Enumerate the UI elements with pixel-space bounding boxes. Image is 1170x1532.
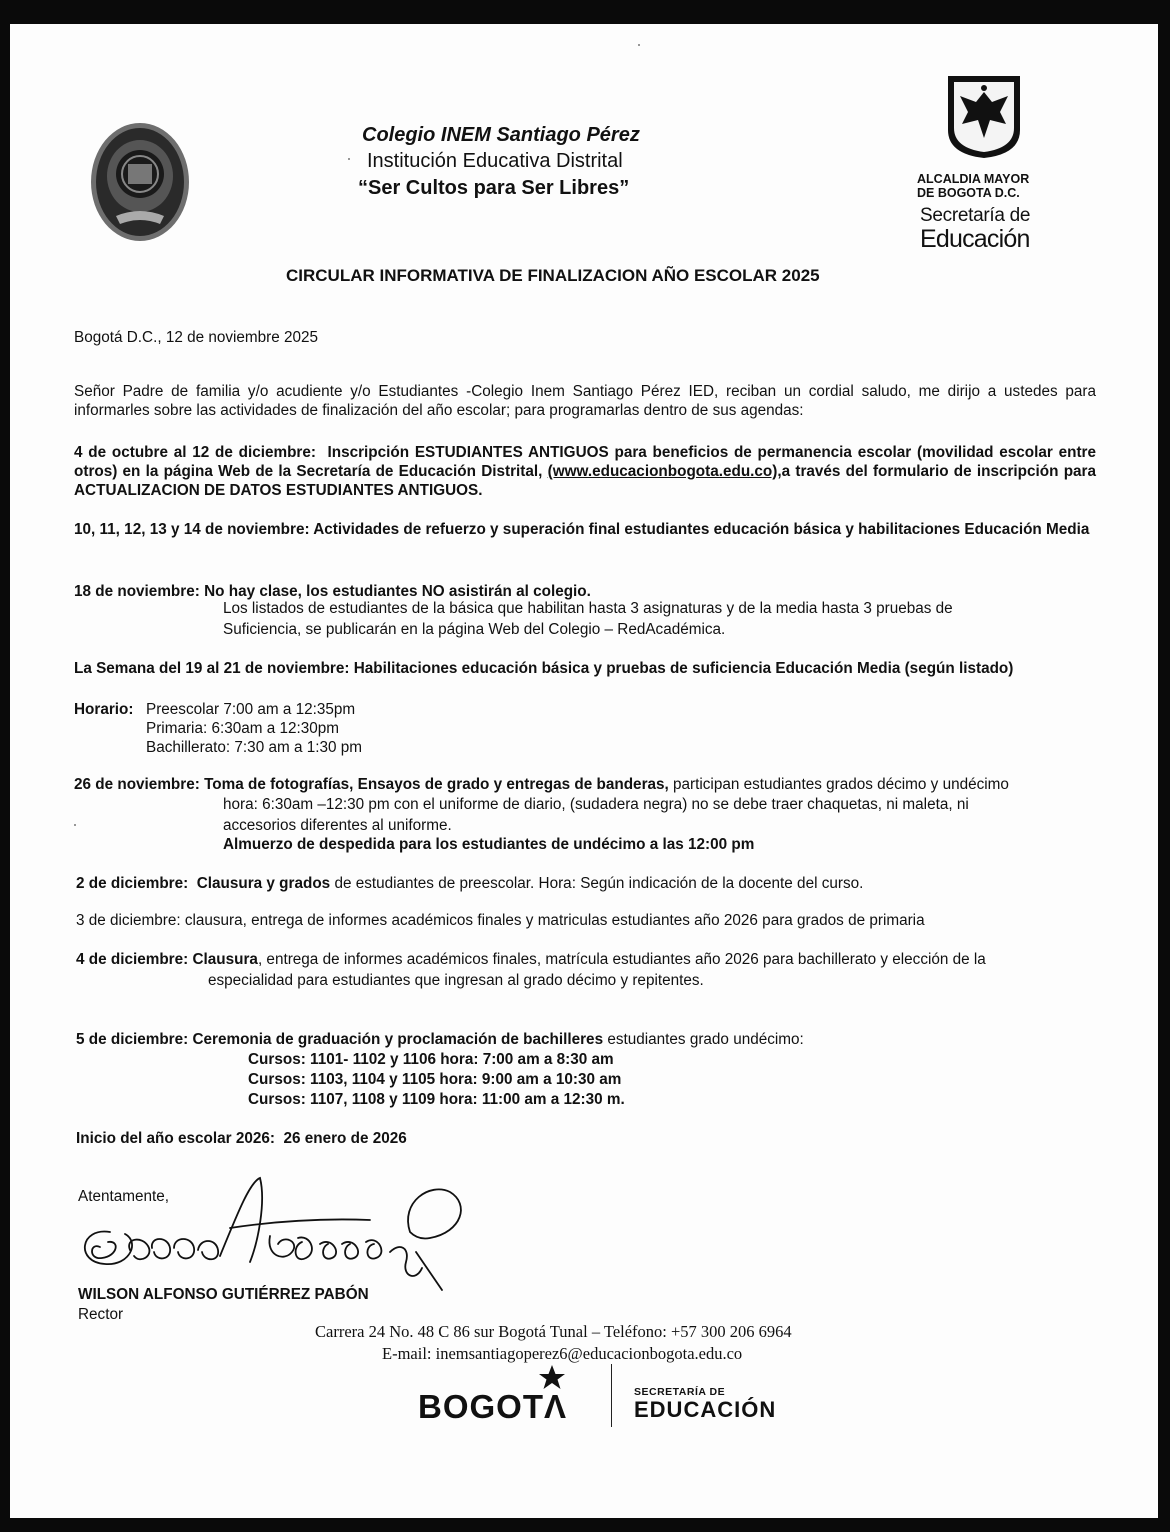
handwritten-signature [70, 1172, 470, 1292]
circular-title: CIRCULAR INFORMATIVA DE FINALIZACION AÑO ESCOLAR 2025 [286, 266, 820, 285]
item-nov-19: La Semana del 19 al 21 de noviembre: Habilitaciones educación básica y pruebas de suficiencia Educación Media (según listado) [74, 660, 1014, 677]
item-dec-5-bold: Ceremonia de graduación y proclamación de bachilleres [192, 1031, 604, 1048]
bogota-coat-of-arms-icon [946, 74, 1022, 160]
item-october-text: Inscripción ESTUDIANTES ANTIGUOS para beneficios de permanencia escolar (movilidad escolar entre otros) en la página Web de la Secretaría de Educación Distrital, [74, 444, 1097, 480]
item-dec-5-text: estudiantes grado undécimo: [607, 1031, 804, 1048]
scan-speck [348, 158, 350, 160]
item-nov-26-line4: Almuerzo de despedida para los estudiantes de undécimo a las 12:00 pm [223, 836, 755, 853]
document-page [10, 24, 1158, 1518]
item-dec-2 [76, 874, 863, 893]
item-nov-26-line2: hora: 6:30am –12:30 pm con el uniforme de diario, (sudadera negra) no se debe traer chaquetas, ni maleta, ni [223, 796, 969, 813]
alcaldia-label [917, 172, 1029, 200]
item-nov-26-date: 26 de noviembre: [74, 776, 200, 793]
secretaria-website-link[interactable]: (www.educacionbogota.edu.co), [547, 463, 782, 480]
item-dec-5-date: 5 de diciembre: [76, 1031, 189, 1048]
intro-paragraph: Señor Padre de familia y/o acudiente y/o Estudiantes -Colegio Inem Santiago Pérez IED, reciban un cordial saludo, me dirijo a ustedes para informarles sobre las actividades de finalización del año escolar; para programarlas dentro de sus agendas: [74, 383, 1096, 419]
item-dec-2-text: de estudiantes de preescolar. Hora: Según indicación de la docente del curso. [334, 875, 864, 892]
school-year-start-date: 26 enero de 2026 [283, 1130, 407, 1147]
item-nov-26-line3: accesorios diferentes al uniforme. [223, 817, 452, 834]
footer-email: E-mail: inemsantiagoperez6@educacionbogota.edu.co [382, 1344, 743, 1363]
item-dec-2-bold: Clausura y grados [196, 875, 331, 892]
curso-line: Cursos: 1107, 1108 y 1109 hora: 11:00 am a 12:30 m. [248, 1091, 625, 1108]
horario-primaria: Primaria: 6:30am a 12:30pm [146, 720, 340, 737]
horario-preescolar: Preescolar 7:00 am a 12:35pm [146, 701, 356, 718]
footer-address: Carrera 24 No. 48 C 86 sur Bogotá Tunal – Teléfono: +57 300 206 6964 [315, 1322, 792, 1341]
institution-type: Institución Educativa Distrital [367, 150, 623, 172]
scan-speck [638, 44, 640, 46]
alcaldia-line-1: ALCALDIA MAYOR [917, 172, 1030, 186]
horario-bachillerato: Bachillerato: 7:30 am a 1:30 pm [146, 739, 362, 756]
item-dec-4-date: 4 de diciembre: [76, 951, 189, 968]
item-nov-10-date: 10, 11, 12, 13 y 14 de noviembre: [74, 521, 310, 538]
item-nov-18-date: 18 de noviembre: [74, 583, 200, 600]
item-dec-3: 3 de diciembre: clausura, entrega de informes académicos finales y matriculas estudiantes año 2026 para grados de primaria [76, 912, 925, 929]
secretaria-label-2: Educación [920, 225, 1030, 253]
item-october [74, 443, 1096, 500]
alcaldia-line-2: DE BOGOTA D.C. [917, 186, 1020, 200]
item-october-text-b: a través del formulario de inscripción para ACTUALIZACION DE DATOS ESTUDIANTES ANTIGUOS. [74, 463, 1096, 499]
item-nov-26 [74, 775, 1009, 794]
signer-role: Rector [78, 1306, 124, 1323]
item-nov-26-bold: Toma de fotografías, Ensayos de grado y entregas de banderas, [204, 776, 669, 793]
school-name: Colegio INEM Santiago Pérez [362, 124, 640, 146]
item-nov-10-text: Actividades de refuerzo y superación final estudiantes educación básica y habilitaciones Educación Media [313, 521, 1090, 538]
school-motto: “Ser Cultos para Ser Libres” [358, 177, 630, 199]
school-year-start [76, 1129, 407, 1148]
item-dec-4-bold: Clausura [192, 951, 258, 968]
item-dec-4-line2: especialidad para estudiantes que ingresan al grado décimo y repitentes. [208, 972, 704, 989]
letter-date: Bogotá D.C., 12 de noviembre 2025 [74, 329, 319, 346]
school-crest-logo [88, 120, 192, 244]
curso-line: Cursos: 1103, 1104 y 1105 hora: 9:00 am a 10:30 am [248, 1071, 622, 1088]
item-nov-26-text: participan estudiantes grados décimo y undécimo [673, 776, 1009, 793]
item-dec-5 [76, 1030, 804, 1049]
secretaria-label-1: Secretaría de [920, 205, 1031, 226]
item-nov-18-line1: Los listados de estudiantes de la básica que habilitan hasta 3 asignaturas y de la media hasta 3 pruebas de [223, 600, 953, 617]
footer-secretaria-small: SECRETARÍA DE [634, 1386, 726, 1398]
item-dec-4-text: , entrega de informes académicos finales, matrícula estudiantes año 2026 para bachillerato y elección de la [257, 951, 986, 968]
horario-label: Horario: [74, 701, 134, 718]
item-nov-18-line2: Suficiencia, se publicarán en la página Web del Colegio – RedAcadémica. [223, 621, 726, 638]
scan-speck [74, 824, 76, 826]
signer-name: WILSON ALFONSO GUTIÉRREZ PABÓN [78, 1286, 369, 1303]
item-nov-18-text: No hay clase, los estudiantes NO asistirán al colegio. [204, 583, 591, 600]
item-october-date: 4 de octubre al 12 de diciembre: [74, 444, 316, 461]
footer-divider [611, 1364, 612, 1427]
school-year-start-label: Inicio del año escolar 2026: [76, 1130, 275, 1147]
curso-line: Cursos: 1101- 1102 y 1106 hora: 7:00 am a 8:30 am [248, 1051, 614, 1068]
bogota-logo-text: BOGOTΛ [418, 1388, 568, 1425]
footer-secretaria-big: EDUCACIÓN [634, 1397, 777, 1422]
star-icon [538, 1364, 566, 1390]
item-nov-10 [74, 520, 1096, 539]
item-dec-4 [76, 950, 986, 969]
closing-salutation: Atentamente, [78, 1188, 169, 1205]
item-dec-2-date: 2 de diciembre: [76, 875, 189, 892]
